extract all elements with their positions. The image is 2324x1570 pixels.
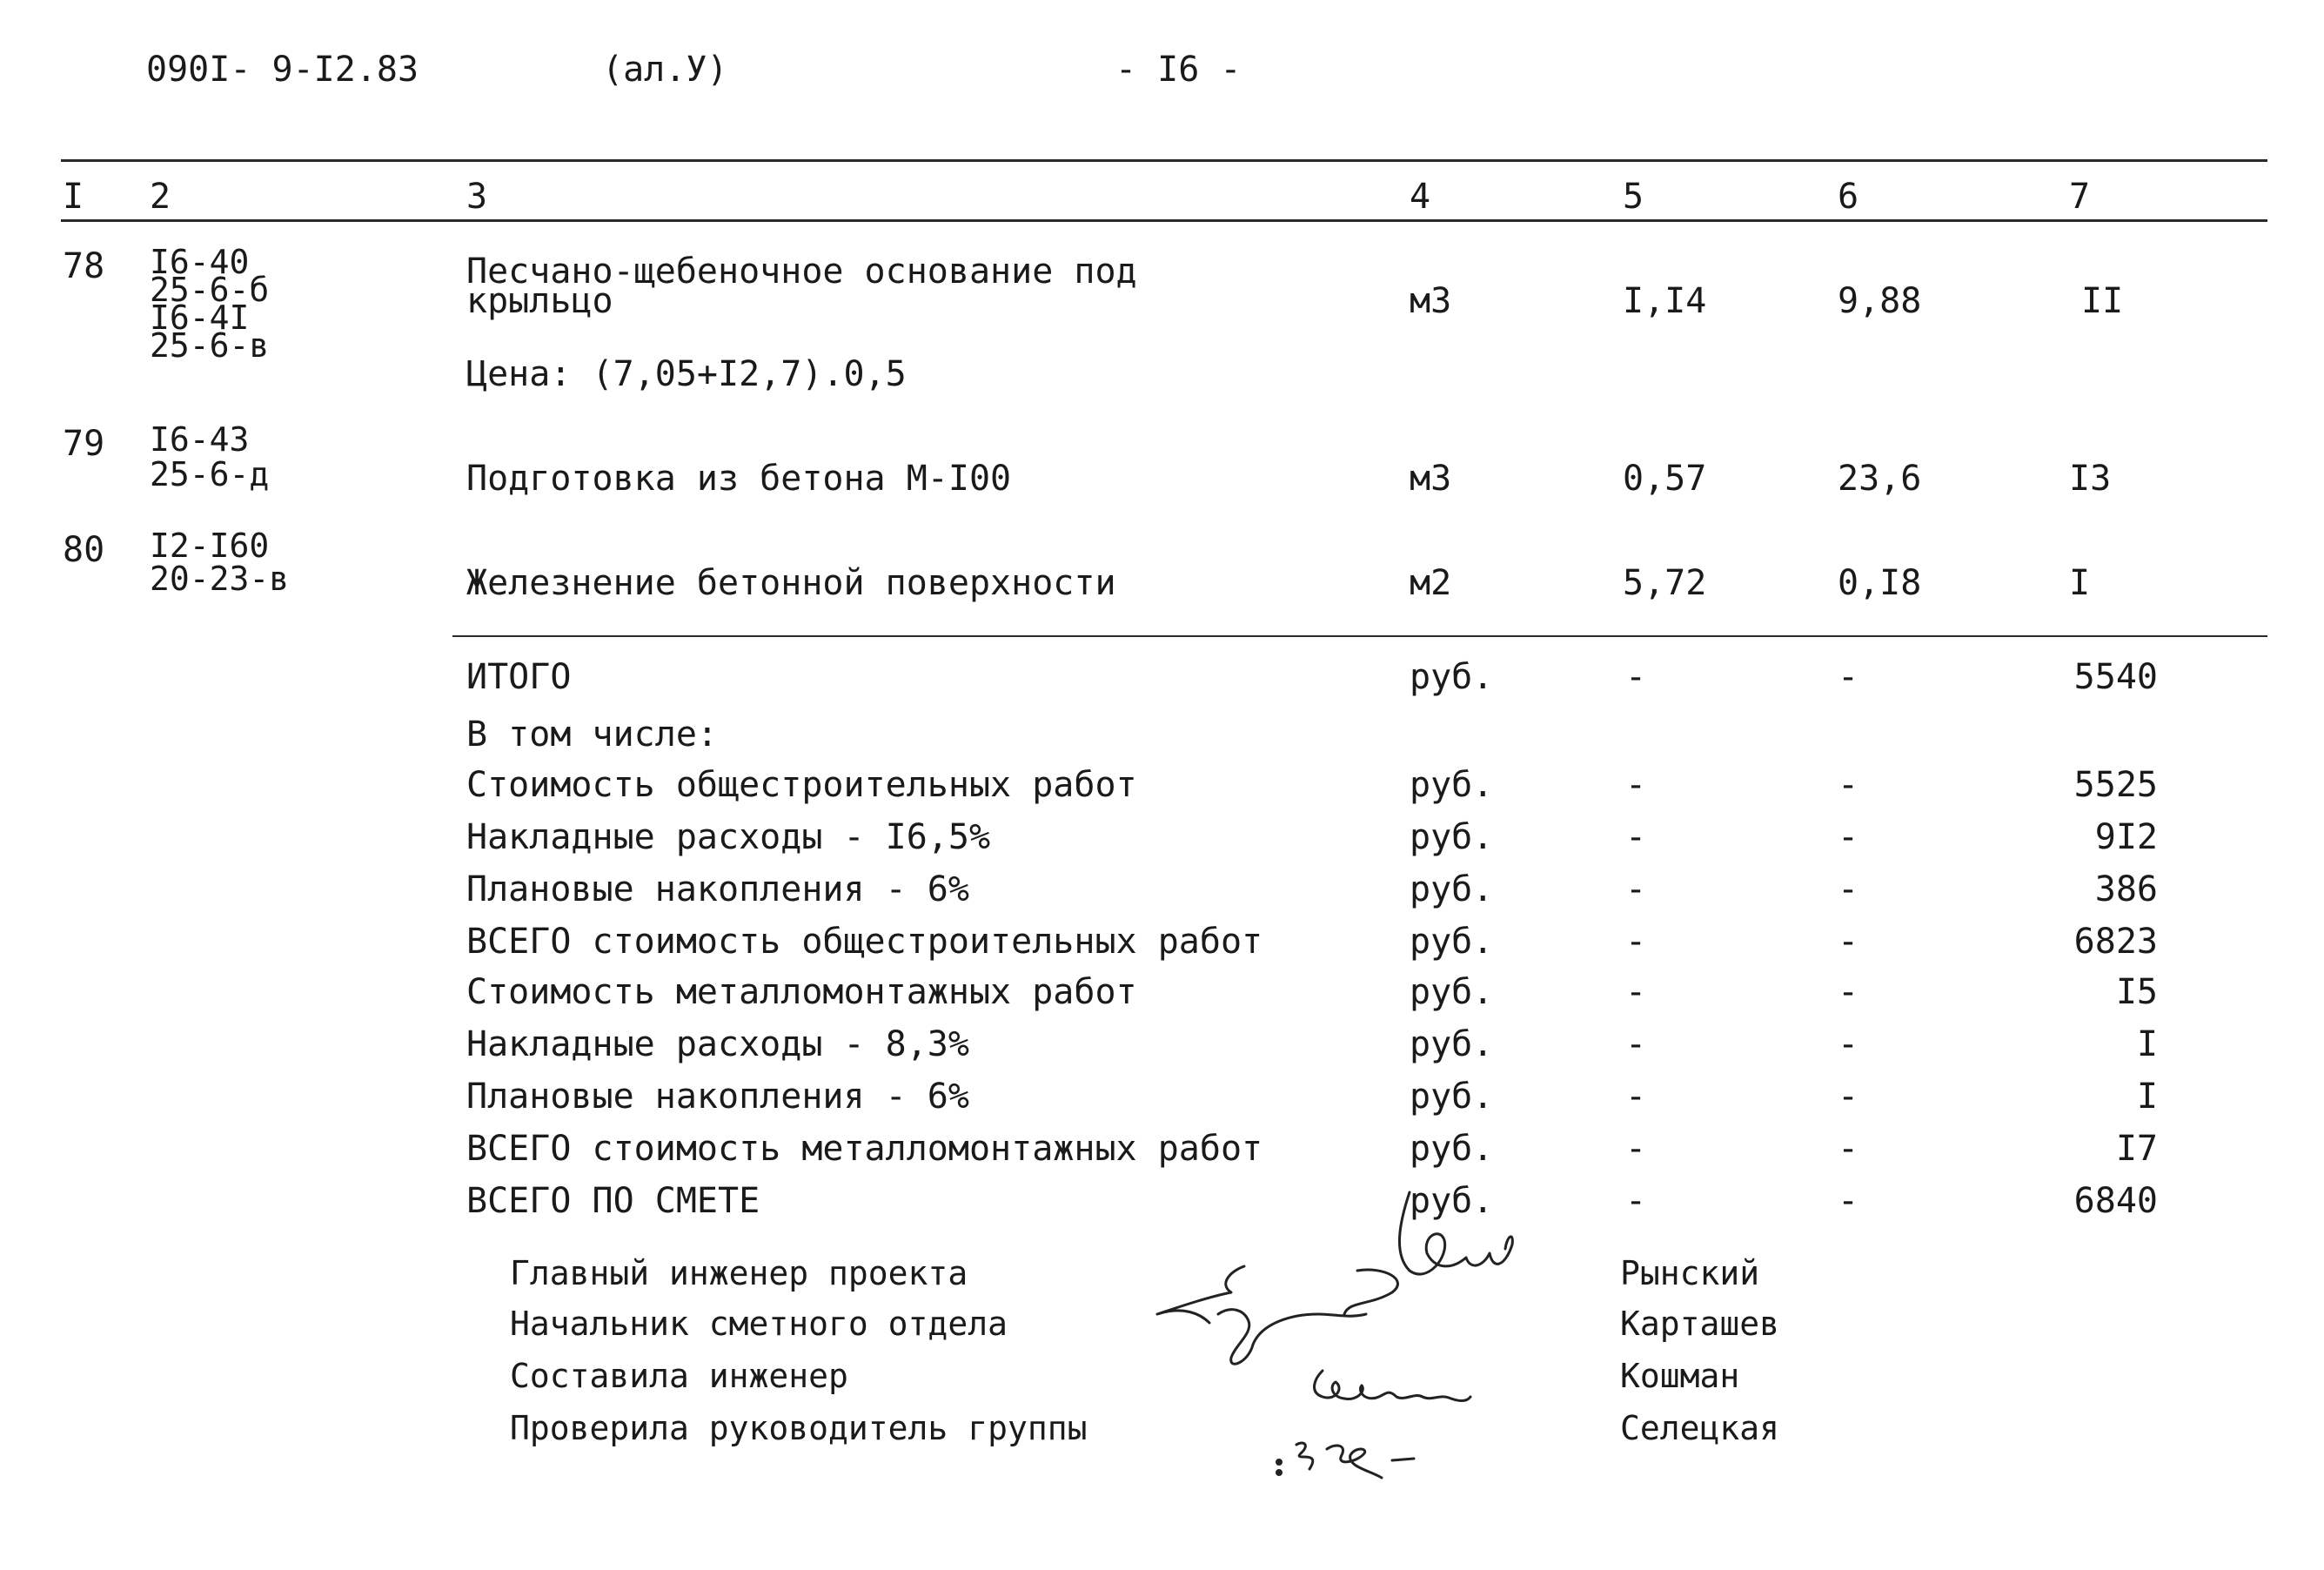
summary-label: ИТОГО — [466, 657, 572, 697]
summary-unit: руб. — [1410, 817, 1494, 857]
summary-unit: руб. — [1410, 1181, 1494, 1221]
summary-value: 5525 — [2073, 765, 2158, 805]
summary-label: В том числе: — [466, 715, 718, 755]
summary-value: 386 — [2094, 869, 2158, 909]
summary-col6: - — [1838, 972, 1859, 1012]
summary-col5: - — [1625, 972, 1647, 1012]
table-top-rule — [61, 159, 2267, 162]
row-unit-price: 0,I8 — [1838, 563, 1922, 603]
signature-role: Главный инженер проекта — [510, 1254, 968, 1292]
column-header-7: 7 — [2069, 177, 2091, 217]
row-quantity: I,I4 — [1623, 281, 1707, 321]
row-code: I6-40 — [150, 243, 250, 281]
signature-role: Составила инженер — [510, 1357, 848, 1395]
summary-label: Плановые накопления - 6% — [466, 1077, 969, 1117]
row-code: I2-I60 — [150, 527, 270, 565]
row-unit: м3 — [1410, 281, 1452, 321]
row-total: I3 — [2069, 459, 2112, 499]
summary-unit: руб. — [1410, 1024, 1494, 1064]
summary-value: I7 — [2115, 1129, 2158, 1169]
summary-unit: руб. — [1410, 1077, 1494, 1117]
row-code: 25-6-д — [150, 455, 270, 493]
summary-label: Стоимость металломонтажных работ — [466, 972, 1137, 1012]
summary-col5: - — [1625, 817, 1647, 857]
column-header-5: 5 — [1623, 177, 1644, 217]
signature-name: Кошман — [1620, 1357, 1740, 1395]
album-label: (ал.У) — [602, 50, 728, 90]
summary-label: Стоимость общестроительных работ — [466, 765, 1137, 805]
column-header-6: 6 — [1838, 177, 1859, 217]
handwritten-signatures — [1149, 1181, 1566, 1497]
header-bottom-rule — [61, 219, 2267, 222]
summary-col5: - — [1625, 657, 1647, 697]
summary-value: 6840 — [2073, 1181, 2158, 1221]
row-code: 20-23-в — [150, 560, 290, 598]
signature-role: Начальник сметного отдела — [510, 1305, 1008, 1343]
summary-unit: руб. — [1410, 657, 1494, 697]
summary-unit: руб. — [1410, 869, 1494, 909]
summary-col6: - — [1838, 1181, 1859, 1221]
summary-label: Накладные расходы - 8,3% — [466, 1024, 969, 1064]
signature-name: Селецкая — [1620, 1409, 1780, 1447]
summary-col5: - — [1625, 1181, 1647, 1221]
summary-value: 9I2 — [2094, 817, 2158, 857]
summary-unit: руб. — [1410, 765, 1494, 805]
row-total: I — [2069, 563, 2091, 603]
summary-col5: - — [1625, 1129, 1647, 1169]
document-code: 090I- 9-I2.83 — [146, 50, 419, 90]
row-total: II — [2081, 281, 2124, 321]
row-unit: м3 — [1410, 459, 1452, 499]
summary-top-rule — [452, 635, 2267, 637]
summary-col5: - — [1625, 1024, 1647, 1064]
row-quantity: 5,72 — [1623, 563, 1707, 603]
row-quantity: 0,57 — [1623, 459, 1707, 499]
summary-value: I5 — [2115, 972, 2158, 1012]
summary-label: Накладные расходы - I6,5% — [466, 817, 991, 857]
summary-col5: - — [1625, 765, 1647, 805]
signature-name: Рынский — [1620, 1254, 1760, 1292]
summary-col6: - — [1838, 1129, 1859, 1169]
column-header-4: 4 — [1410, 177, 1431, 217]
signature-name: Карташев — [1620, 1305, 1780, 1343]
row-code: 25-6-б — [150, 271, 270, 309]
summary-value: 6823 — [2073, 922, 2158, 962]
row-unit: м2 — [1410, 563, 1452, 603]
page-number: - I6 - — [1115, 50, 1242, 90]
summary-col6: - — [1838, 765, 1859, 805]
summary-value: I — [2136, 1077, 2158, 1117]
row-unit-price: 9,88 — [1838, 281, 1922, 321]
row-code: I6-4I — [150, 299, 250, 337]
summary-col6: - — [1838, 922, 1859, 962]
row-description: Железнение бетонной поверхности — [466, 563, 1116, 603]
row-description: Песчано-щебеночное основание под — [466, 252, 1137, 292]
summary-label: ВСЕГО стоимость общестроительных работ — [466, 922, 1263, 962]
row-description: Подготовка из бетона М-I00 — [466, 459, 1012, 499]
signature-role: Проверила руководитель группы — [510, 1409, 1088, 1447]
summary-label: ВСЕГО ПО СМЕТЕ — [466, 1181, 760, 1221]
column-header-1: I — [63, 177, 84, 217]
column-header-2: 2 — [150, 177, 171, 217]
summary-unit: руб. — [1410, 972, 1494, 1012]
row-code: I6-43 — [150, 420, 250, 459]
summary-unit: руб. — [1410, 922, 1494, 962]
row-number: 79 — [63, 424, 105, 464]
column-header-3: 3 — [466, 177, 488, 217]
row-code: 25-6-в — [150, 326, 270, 365]
summary-col5: - — [1625, 922, 1647, 962]
summary-unit: руб. — [1410, 1129, 1494, 1169]
summary-value: I — [2136, 1024, 2158, 1064]
summary-col6: - — [1838, 1024, 1859, 1064]
summary-label: Плановые накопления - 6% — [466, 869, 969, 909]
row-description-cont: крыльцо — [466, 281, 613, 321]
summary-col5: - — [1625, 1077, 1647, 1117]
row-number: 78 — [63, 246, 105, 286]
row-unit-price: 23,6 — [1838, 459, 1922, 499]
summary-label: ВСЕГО стоимость металломонтажных работ — [466, 1129, 1263, 1169]
summary-col6: - — [1838, 1077, 1859, 1117]
summary-value: 5540 — [2073, 657, 2158, 697]
summary-col5: - — [1625, 869, 1647, 909]
summary-col6: - — [1838, 869, 1859, 909]
summary-col6: - — [1838, 657, 1859, 697]
summary-col6: - — [1838, 817, 1859, 857]
row-price-note: Цена: (7,05+I2,7).0,5 — [466, 354, 907, 394]
row-number: 80 — [63, 530, 105, 570]
